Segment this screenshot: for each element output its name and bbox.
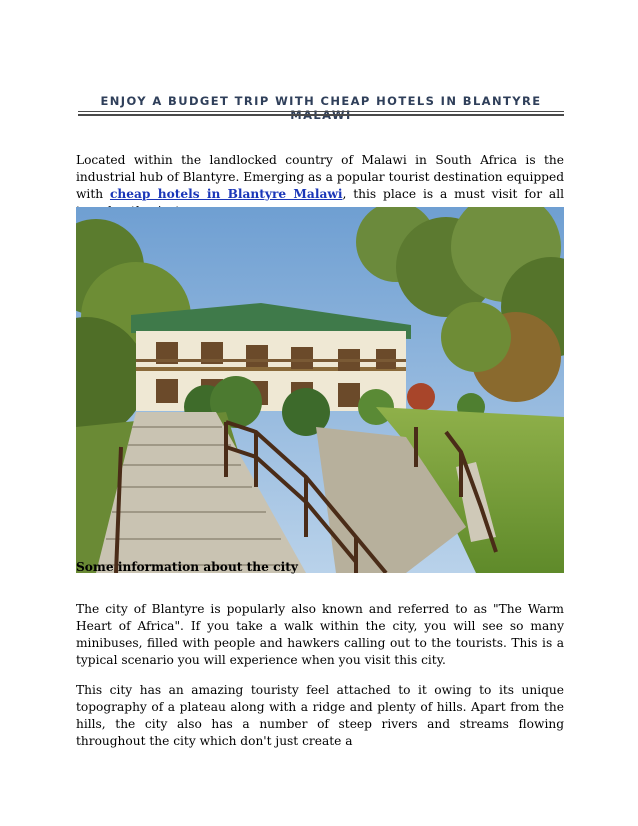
intro-text-end: , this place is a must visit for all xyxy=(342,187,564,201)
title-underline xyxy=(78,111,564,112)
paragraph-topography: This city has an amazing touristy feel attached to it owing to its unique topography of a plateau along with a ridge and plenty of hills. Apart from the hills, the city also has a number of steep rivers and streams flowing throughout the city which don't just create a xyxy=(76,683,564,748)
section-heading: Some information about the city xyxy=(76,560,298,574)
hotel-photo xyxy=(76,207,564,573)
cheap-hotels-link[interactable]: cheap hotels in Blantyre Malawi xyxy=(109,187,343,201)
title-underline-thick xyxy=(78,114,564,116)
document-title: ENJOY A BUDGET TRIP WITH CHEAP HOTELS IN BLANTYRE xyxy=(100,94,542,108)
paragraph-warm-heart: The city of Blantyre is popularly also known and referred to as "The Warm Heart of Africa". If you take a walk within the city, you will see so many minibuses, filled with people and hawkers calling out to the tourists. This is a typical scenario you will experience when you visit this city. xyxy=(76,602,564,667)
intro-text: Located within the landlocked country of Malawi in South Africa is the industrial hub of Blantyre. Emerging as a popular tourist destination equipped with xyxy=(76,153,564,201)
